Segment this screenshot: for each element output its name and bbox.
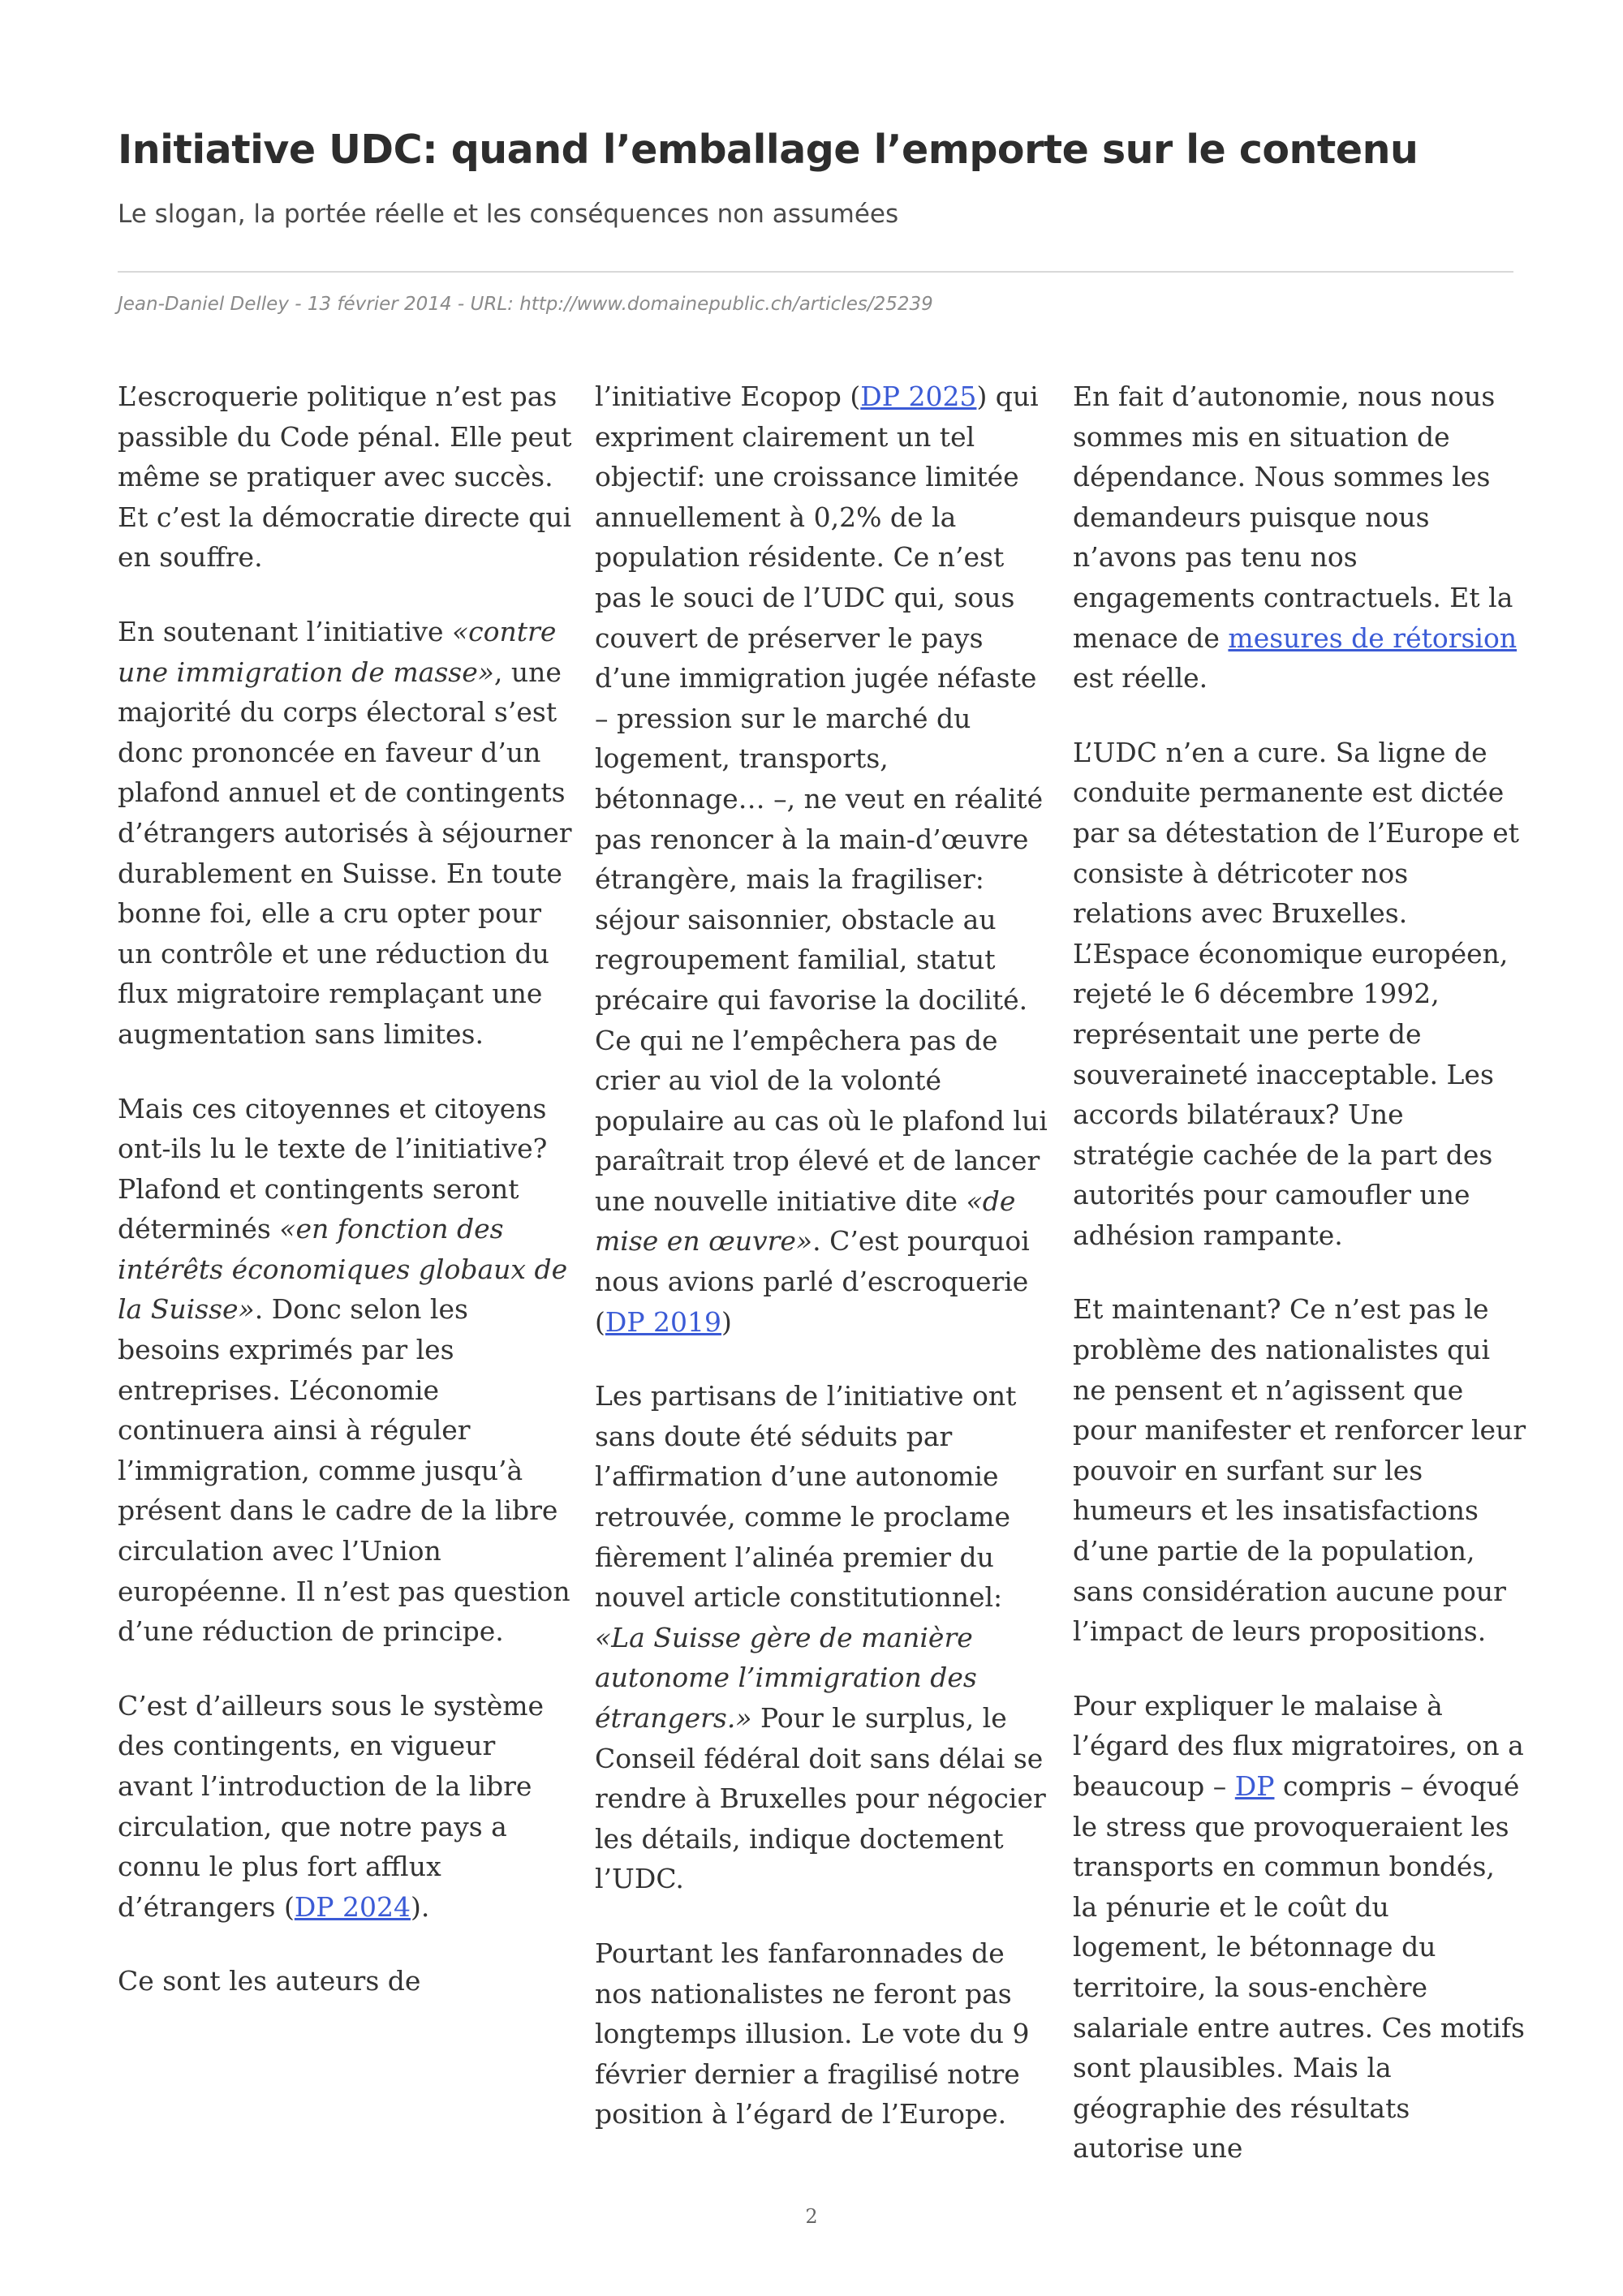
article-subtitle: Le slogan, la portée réelle et les conséquences non assumées: [118, 200, 899, 229]
quote-text: «de mise en œuvre»: [595, 1185, 1016, 1258]
text-run: est réelle.: [1073, 662, 1208, 694]
text-run: . Donc selon les besoins exprimés par les entreprises. L’économie continuera ainsi à réguler l’immigration, comme jusqu’à présent dans le cadre de la libre circulation avec l’Union européenne. Il n’est pas question d’une réduction de principe.: [118, 1293, 570, 1648]
text-run: ): [721, 1305, 732, 1338]
paragraph: [595, 376, 1049, 1342]
article-title: Initiative UDC: quand l’emballage l’emporte sur le contenu: [118, 127, 1419, 173]
paragraph: Pourtant les fanfaronnades de nos nationalistes ne feront pas longtemps illusion. Le vote du 9 février dernier a fragilisé notre position à l’égard de l’Europe.: [595, 1937, 1030, 2130]
text-run: Les partisans de l’initiative ont sans doute été séduits par l’affirmation d’une autonomie retrouvée, comme le proclame fièrement l’alinéa premier du nouvel article constitutionnel:: [595, 1380, 1017, 1614]
text-run: Pour expliquer le malaise à l’égard des flux migratoires, on a beaucoup –: [1073, 1689, 1524, 1802]
text-run: l’initiative Ecopop (: [595, 381, 861, 412]
text-run: compris – évoqué le stress que provoqueraient les transports en commun bondés, la pénurie et le coût du logement, le bétonnage du territoire, la sous-enchère salariale entre autres. Ces motifs sont plausibles. Mais la géographie des résultats autorise une: [1073, 1770, 1525, 2165]
paragraph: L’escroquerie politique n’est pas passible du Code pénal. Elle peut même se pratiquer avec succès. Et c’est la démocratie directe qui en souffre.: [118, 381, 572, 574]
text-run: Pour le surplus, le Conseil fédéral doit sans délai se rendre à Bruxelles pour négocier les détails, indique doctement l’UDC.: [595, 1702, 1046, 1895]
article-meta: Jean-Daniel Delley - 13 février 2014 - URL: http://www.domainepublic.ch/articles/25239: [118, 294, 933, 315]
reference-link-dp-2024[interactable]: DP 2024: [294, 1890, 411, 1923]
text-run: C’est d’ailleurs sous le système des contingents, en vigueur avant l’introduction de la libre circulation, que notre pays a connu le plus fort afflux d’étrangers (: [118, 1689, 545, 1923]
paragraph: [1073, 376, 1527, 699]
quote-text: «La Suisse gère de manière autonome l’immigration des étrangers.»: [595, 1621, 977, 1734]
page-number: 2: [805, 2205, 818, 2228]
text-column-3: [1073, 376, 1527, 2203]
paragraph: [595, 1376, 1049, 1899]
header-divider: [118, 271, 1513, 273]
paragraph: [118, 1686, 572, 1928]
reference-link-dp-2019[interactable]: DP 2019: [605, 1305, 722, 1338]
text-run: ) qui expriment clairement un tel objectif: une croissance limitée annuellement à 0,2% de la population résidente. Ce n’est pas le souci de l’UDC qui, sous couvert de préserver le pays d’une immigration jugée néfaste – pression sur le marché du logement, transports, bétonnage… –, ne veut en réalité pas renoncer à la main-d’œuvre étrangère, mais la fragiliser: séjour saisonnier, obstacle au regroupement familial, statut précaire qui favorise la docilité. Ce qui ne l’empêchera pas de crier au viol de la volonté populaire au cas où le plafond lui paraîtrait trop élevé et de lancer une nouvelle initiative dite: [595, 381, 1048, 1217]
text-run: Mais ces citoyennes et citoyens ont-ils lu le texte de l’initiative? Plafond et contingents seront déterminés: [118, 1092, 548, 1245]
quote-text: «contre une immigration de masse»: [118, 615, 557, 688]
paragraph: L’UDC n’en a cure. Sa ligne de conduite permanente est dictée par sa détestation de l’Europe et consiste à détricoter nos relations avec Bruxelles. L’Espace économique européen, rejeté le 6 décembre 1992, représentait une perte de souveraineté inacceptable. Les accords bilatéraux? Une stratégie cachée de la part des autorités pour camoufler une adhésion rampante.: [1073, 736, 1520, 1251]
text-column-1: [118, 376, 572, 2036]
text-run: , une majorité du corps électoral s’est donc prononcée en faveur d’un plafond annuel et de contingents d’étrangers autorisés à séjourner durablement en Suisse. En toute bonne foi, elle a cru opter pour un contrôle et une réduction du flux migratoire remplaçant une augmentation sans limites.: [118, 656, 572, 1050]
paragraph: Et maintenant? Ce n’est pas le problème des nationalistes qui ne pensent et n’agissent que pour manifester et renforcer leur pouvoir en surfant sur les humeurs et les insatisfactions d’une partie de la population, sans considération aucune pour l’impact de leurs propositions.: [1073, 1293, 1526, 1648]
text-run: En soutenant l’initiative: [118, 615, 452, 647]
paragraph: [118, 612, 572, 1055]
link-mesures-de-retorsion[interactable]: mesures de rétorsion: [1228, 621, 1518, 654]
text-run: . C’est pourquoi nous avions parlé d’escroquerie (: [595, 1225, 1030, 1338]
paragraph: Ce sont les auteurs de: [118, 1965, 421, 1997]
quote-text: «en fonction des intérêts économiques globaux de la Suisse»: [118, 1213, 568, 1326]
text-run: ).: [410, 1890, 430, 1923]
text-run: En fait d’autonomie, nous nous sommes mis en situation de dépendance. Nous sommes les demandeurs puisque nous n’avons pas tenu nos engagements contractuels. Et la menace de: [1073, 381, 1513, 654]
paragraph: [1073, 1686, 1527, 2169]
reference-link-dp-2025[interactable]: DP 2025: [860, 381, 977, 412]
paragraph: [118, 1089, 572, 1652]
text-column-2: [595, 376, 1049, 2169]
reference-link-dp[interactable]: DP: [1234, 1770, 1275, 1802]
